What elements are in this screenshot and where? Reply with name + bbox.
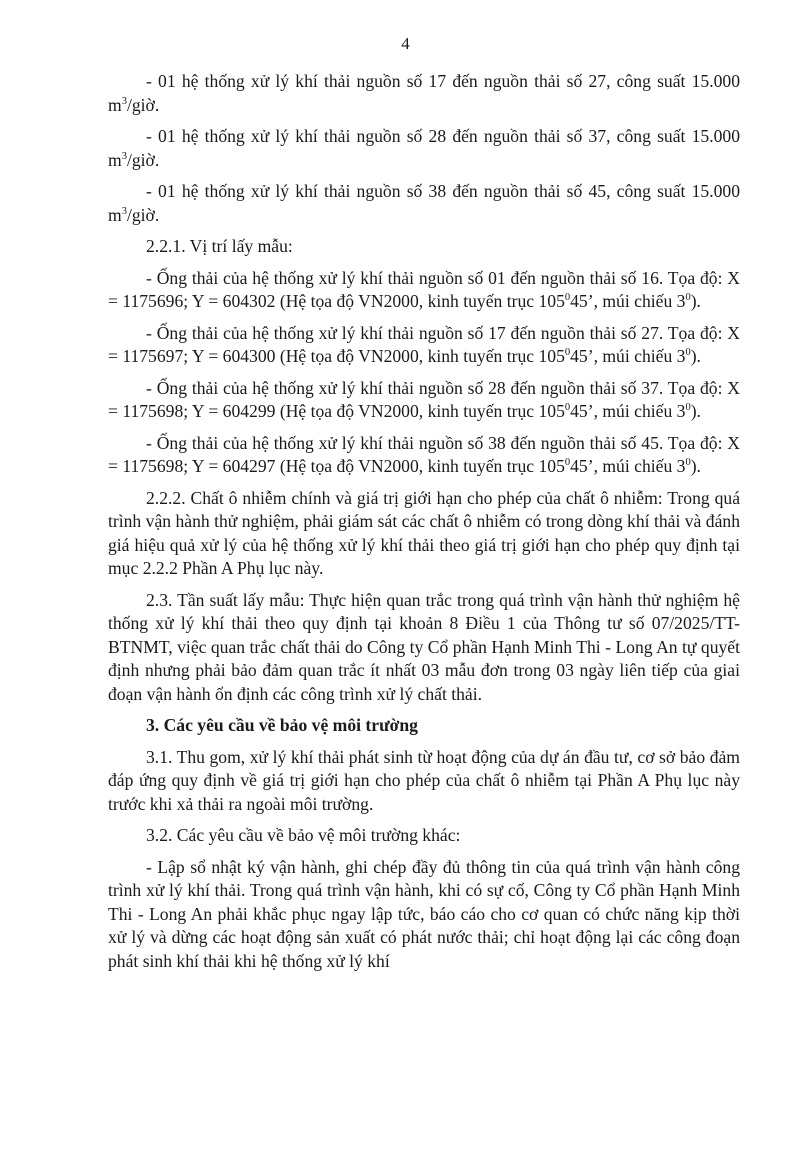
section-3-2-title: 3.2. Các yêu cầu về bảo vệ môi trường khác:: [146, 825, 461, 845]
sampling-point: - Ống thải của hệ thống xử lý khí thải nguồn số 01 đến nguồn thải số 16. Tọa độ: X = 1175696; Y = 604302 (Hệ tọa độ VN2000, kinh tuyến trục $105^045$’, múi chiếu $3^0$).: [108, 267, 740, 311]
section-2-2-1-title: 2.2.1. Vị trí lấy mẫu:: [146, 236, 293, 256]
section-2-2-2: 2.2.2. Chất ô nhiễm chính và giá trị giới hạn cho phép của chất ô nhiễm: Trong quá trình vận hành thử nghiệm, phải giám sát các chất ô nhiễm có trong dòng khí thải và đánh giá hiệu quả xử lý của hệ thống xử lý khí thải theo giá trị giới hạn cho phép quy định tại mục 2.2.2 Phần A Phụ lục này.: [108, 487, 740, 578]
sampling-point: - Ống thải của hệ thống xử lý khí thải nguồn số 28 đến nguồn thải số 37. Tọa độ: X = 1175698; Y = 604299 (Hệ tọa độ VN2000, kinh tuyến trục $105^045$’, múi chiếu $3^0$).: [108, 377, 740, 421]
section-2-3: 2.3. Tần suất lấy mẫu: Thực hiện quan trắc trong quá trình vận hành thử nghiệm hệ thống xử lý khí thải theo quy định tại khoản 8 Điều 1 của Thông tư số 07/2025/TT-BTNMT, việc quan trắc chất thải do Công ty Cổ phần Hạnh Minh Thi - Long An tự quyết định nhưng phải bảo đảm quan trắc ít nhất 03 mẫu đơn trong 03 ngày liên tiếp của giai đoạn vận hành ổn định các công trình xử lý chất thải.: [108, 589, 740, 704]
section-3-heading: 3. Các yêu cầu về bảo vệ môi trường: [146, 715, 418, 735]
document-body: [108, 70, 740, 981]
section-3-1: 3.1. Thu gom, xử lý khí thải phát sinh từ hoạt động của dự án đầu tư, cơ sở bảo đảm đáp ứng quy định về giá trị giới hạn cho phép của chất ô nhiễm tại Phần A Phụ lục này trước khi xả thải ra ngoài môi trường.: [108, 746, 740, 814]
system-item: - 01 hệ thống xử lý khí thải nguồn số 38 đến nguồn thải số 45, công suất 15.000 $m^3$/giờ.: [108, 181, 740, 225]
sampling-point: - Ống thải của hệ thống xử lý khí thải nguồn số 38 đến nguồn thải số 45. Tọa độ: X = 1175698; Y = 604297 (Hệ tọa độ VN2000, kinh tuyến trục $105^045$’, múi chiếu $3^0$).: [108, 432, 740, 476]
system-item: - 01 hệ thống xử lý khí thải nguồn số 28 đến nguồn thải số 37, công suất 15.000 $m^3$/giờ.: [108, 126, 740, 170]
system-item: - 01 hệ thống xử lý khí thải nguồn số 17 đến nguồn thải số 27, công suất 15.000 $m^3$/giờ.: [108, 71, 740, 115]
page-number: 4: [401, 34, 410, 53]
sampling-point: - Ống thải của hệ thống xử lý khí thải nguồn số 17 đến nguồn thải số 27. Tọa độ: X = 1175697; Y = 604300 (Hệ tọa độ VN2000, kinh tuyến trục $105^045$’, múi chiếu $3^0$).: [108, 322, 740, 366]
section-3-2-item: - Lập sổ nhật ký vận hành, ghi chép đầy đủ thông tin của quá trình vận hành công trình xử lý khí thải. Trong quá trình vận hành, khi có sự cố, Công ty Cổ phần Hạnh Minh Thi - Long An phải khắc phục ngay lập tức, báo cáo cho cơ quan có chức năng kịp thời xử lý và dừng các hoạt động sản xuất có phát nước thải; chỉ hoạt động lại các công đoạn phát sinh khí thải khi hệ thống xử lý khí: [108, 856, 740, 971]
